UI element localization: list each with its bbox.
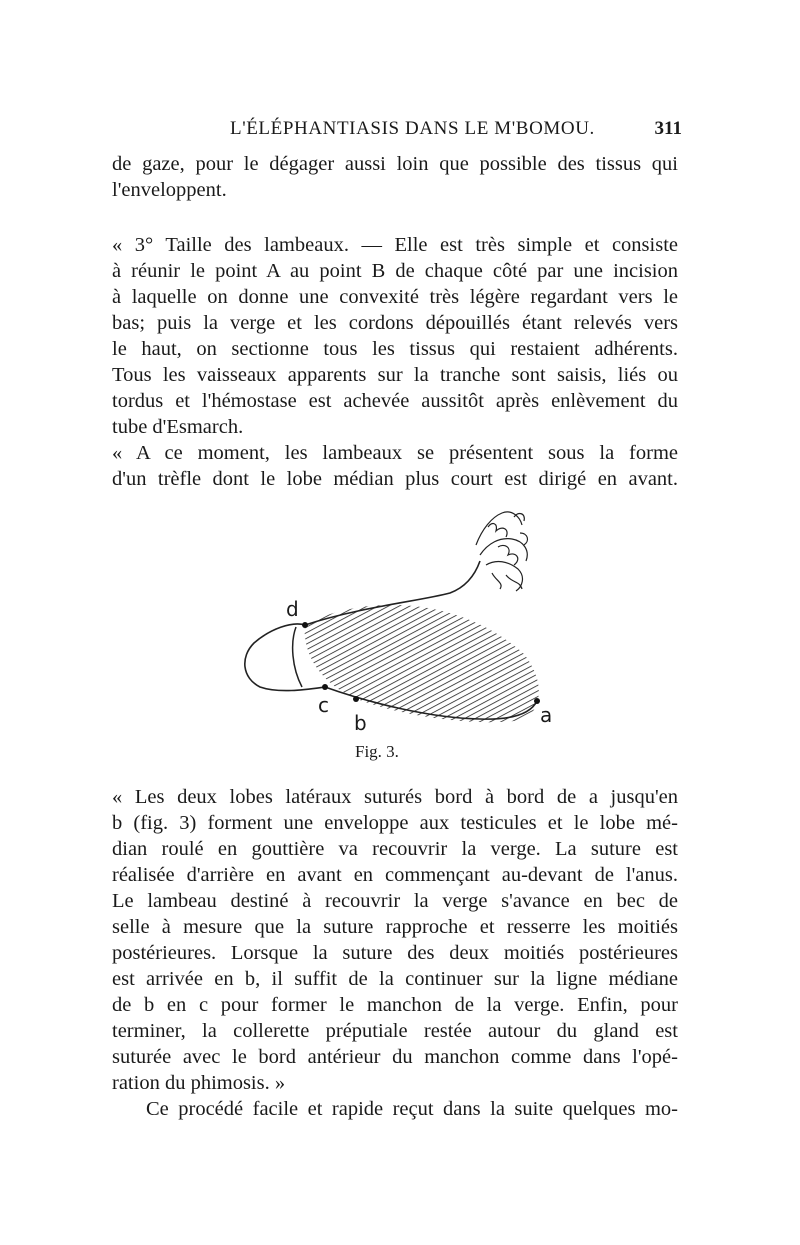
text-line: tordus et l'hémostase est achevée aussitôt après enlèvement du (112, 390, 678, 412)
page-number: 311 (654, 118, 682, 139)
text-line: bas; puis la verge et les cordons dépouillés étant relevés vers (112, 312, 678, 334)
text-line: tube d'Esmarch. (112, 416, 244, 438)
text-line: postérieures. Lorsque la suture des deux moitiés postérieures (112, 942, 678, 964)
text-line: ration du phimosis. » (112, 1072, 286, 1094)
text-line: b (fig. 3) forment une enveloppe aux testicules et le lobe mé- (112, 812, 678, 834)
label-b: b (354, 711, 367, 735)
paragraph-taille-des-lambeaux (112, 232, 678, 492)
text-line: « 3° Taille des lambeaux. — Elle est très simple et consiste (112, 234, 678, 256)
figure-3-diagram (230, 503, 590, 743)
figure-caption: Fig. 3. (355, 742, 399, 761)
flap-drawing (230, 503, 590, 743)
text-line: l'enveloppent. (112, 179, 227, 201)
label-c: c (318, 693, 329, 717)
text-line: dian roulé en gouttière va recouvrir la verge. La suture est (112, 838, 678, 860)
foreskin-line (293, 627, 302, 687)
point-c (322, 684, 328, 690)
point-d (302, 622, 308, 628)
text-line: suturée avec le bord antérieur du manchon comme dans l'opé- (112, 1046, 678, 1068)
text-line: est arrivée en b, il suffit de la continuer sur la ligne médiane (112, 968, 678, 990)
hair-tuft (476, 512, 527, 591)
text-line: réalisée d'arrière en avant en commençant au-devant de l'anus. (112, 864, 678, 886)
text-line: le haut, on sectionne tous les tissus qui restaient adhérents. (112, 338, 678, 360)
text-line: « Les deux lobes latéraux suturés bord à bord de a jusqu'en (112, 786, 678, 808)
hatched-flap (305, 605, 539, 722)
text-line: Le lambeau destiné à recouvrir la verge s'avance en bec de (112, 890, 678, 912)
text-line: terminer, la collerette préputiale restée autour du gland est (112, 1020, 678, 1042)
text-line: à réunir le point A au point B de chaque côté par une incision (112, 260, 678, 282)
text-line: de b en c pour former le manchon de la verge. Enfin, pour (112, 994, 678, 1016)
text-line: Ce procédé facile et rapide reçut dans la suite quelques mo- (146, 1098, 678, 1120)
label-a: a (540, 703, 553, 727)
text-line: selle à mesure que la suture rapproche et resserre les moitiés (112, 916, 678, 938)
text-line: d'un trèfle dont le lobe médian plus court est dirigé en avant. (112, 468, 678, 490)
label-d: d (286, 597, 299, 621)
point-b (353, 696, 359, 702)
text-line: « A ce moment, les lambeaux se présentent sous la forme (112, 442, 678, 464)
running-title: L'ÉLÉPHANTIASIS DANS LE M'BOMOU. (230, 118, 595, 139)
text-line: de gaze, pour le dégager aussi loin que possible des tissus qui (112, 153, 678, 175)
text-line: à laquelle on donne une convexité très légère regardant vers le (112, 286, 678, 308)
text-line: Tous les vaisseaux apparents sur la tranche sont saisis, liés ou (112, 364, 678, 386)
paragraph-suture (112, 784, 678, 1122)
paragraph-continuation (112, 151, 678, 203)
page-header (112, 118, 682, 144)
